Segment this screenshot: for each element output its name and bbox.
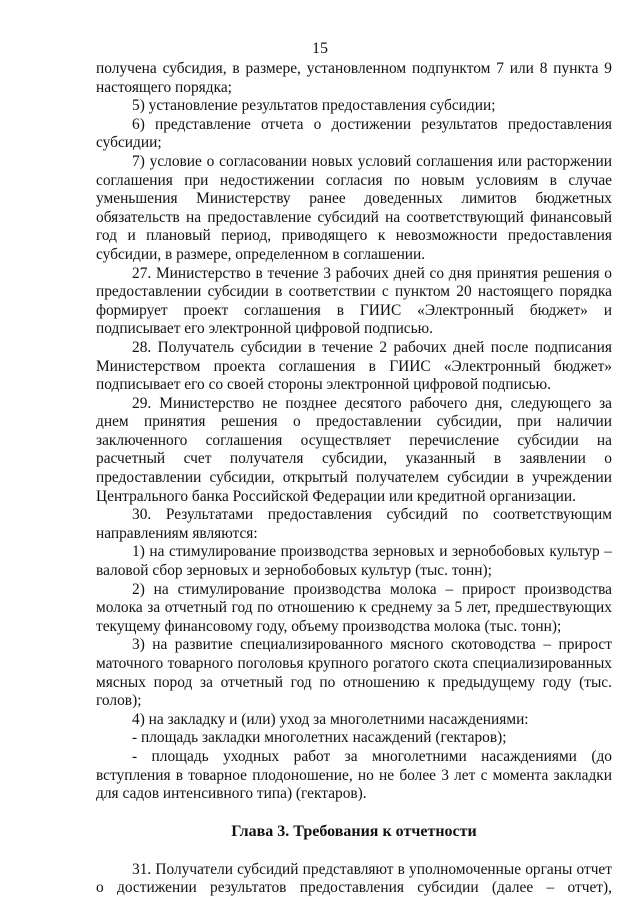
list-item-5: 5) установление результатов предоставления субсидии;	[132, 97, 496, 115]
paragraph-30: 30. Результатами предоставления субсидий по соответствующим направлениям являются:	[96, 506, 612, 542]
paragraph-31: 31. Получатели субсидий представляют в уполномоченные органы отчет о достижении результатов предоставления субсидии (далее – отчет),	[96, 860, 612, 897]
list-item-7: 7) условие о согласовании новых условий соглашения или расторжении соглашения при недостижении согласия по новым условиям в случае уменьшения Министерству ранее доведенных лимитов бюджетных обязательств на предоставление субсидий на соответствующий финансовый год и плановый период, приводящего к невозможности предоставления субсидии, в размере, определенном в соглашении.	[96, 152, 612, 263]
list-item-6: 6) представление отчета о достижении результатов предоставления субсидии;	[96, 115, 612, 152]
chapter-heading: Глава 3. Требования к отчетности	[231, 822, 477, 840]
paragraph-28: 28. Получатель субсидии в течение 2 рабочих дней после подписания Министерством проекта соглашения в ГИИС «Электронный бюджет» подписывает его со своей стороны электронной цифровой подписью.	[96, 338, 612, 394]
result-subitem-planting: - площадь закладки многолетних насаждений (гектаров);	[132, 729, 507, 747]
paragraph-27: 27. Министерство в течение 3 рабочих дней со дня принятия решения о предоставлении субсидии в соответствии с пунктом 20 настоящего порядка формирует проект соглашения в ГИИС «Электронный бюджет» и подписывает его электронной цифровой подписью.	[96, 264, 612, 338]
result-item-4: 4) на закладку и (или) уход за многолетними насаждениями:	[132, 710, 529, 728]
document-body	[96, 60, 612, 898]
paragraph-continuation: получена субсидия, в размере, установленном подпунктом 7 или 8 пункта 9 настоящего порядка;	[96, 60, 612, 96]
page-number: 15	[312, 40, 328, 57]
paragraph-29: 29. Министерство не позднее десятого рабочего дня, следующего за днем принятия решения о предоставлении субсидии, при наличии заключенного соглашения осуществляет перечисление субсидии на расчетный счет получателя субсидии, указанный в заявлении о предоставлении субсидии, открытый получателем субсидии в учреждении Центрального банка Российской Федерации или кредитной организации.	[96, 394, 612, 505]
result-item-2: 2) на стимулирование производства молока – прирост производства молока за отчетный год по отношению к среднему за 5 лет, предшествующих текущему финансовому году, объему производства молока (тыс. тонн);	[96, 580, 612, 635]
result-item-3: 3) на развитие специализированного мясного скотоводства – прирост маточного товарного поголовья крупного рогатого скота специализированных мясных пород за отчетный год по отношению к предыдущему году (тыс. голов);	[96, 636, 612, 710]
result-subitem-maintenance: - площадь уходных работ за многолетними насаждениями (до вступления в товарное плодоношение, но не более 3 лет с момента закладки для садов интенсивного типа) (гектаров).	[96, 747, 612, 803]
result-item-1: 1) на стимулирование производства зерновых и зернобобовых культур – валовой сбор зерновых и зернобобовых культур (тыс. тонн);	[96, 543, 612, 580]
